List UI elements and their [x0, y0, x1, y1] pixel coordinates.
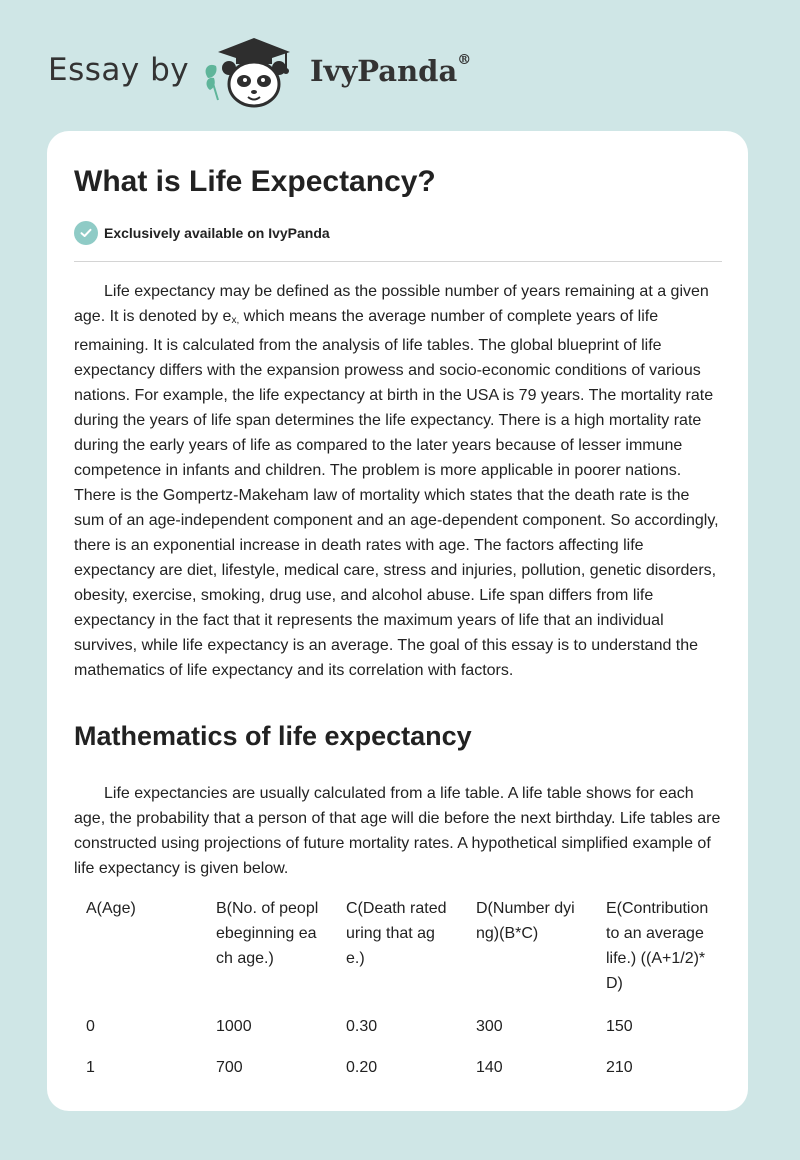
- badge-label: Exclusively available on IvyPanda: [104, 225, 330, 241]
- intro-text-rest: which means the average number of complete years of life remaining. It is calculated from the analysis of life tables. The global blueprint of life expectancy differs with the expansion prowess and socio-economic conditions of various nations. For example, the life expectancy at birth in the USA is 79 years. The mortality rate during the years of life span determines the life expectancy. There is a high mortality rate during the early years of life as compared to the later years because of lesser immune competence in infants and children. The problem is more applicable in poorer nations. There is the Gompertz-Makeham law of mortality which states that the death rate is the sum of an age-independent component and an age-dependent component. So accordingly, there is an exponential increase in death rates with age. The factors affecting life expectancy are diet, lifestyle, medical care, stress and injuries, pollution, genetic disorders, obesity, exercise, smoking, drug use, and alcohol abuse. Life span differs from life expectancy in the fact that it represents the maximum years of life that an individual survives, while life expectancy is an average. The goal of this essay is to understand the mathematics of life expectancy and its correlation with factors.: [74, 308, 719, 679]
- table-cell: 0.20: [346, 1059, 378, 1076]
- ivypanda-brand[interactable]: [310, 54, 471, 88]
- header-number-dying: D(Number dying)(B*C): [476, 900, 575, 942]
- table-header-row: [74, 888, 722, 1006]
- check-icon: [74, 221, 98, 245]
- page-title: What is Life Expectancy?: [74, 165, 436, 198]
- panda-logo-icon[interactable]: [198, 30, 298, 110]
- essay-by-label: Essay by: [48, 52, 190, 88]
- header-people: B(No. of peoplebeginning each age.): [216, 900, 319, 967]
- site-header: [48, 30, 748, 110]
- title-divider: [74, 261, 722, 262]
- table-row: [74, 1047, 722, 1088]
- table-cell: 300: [476, 1018, 503, 1035]
- table-cell: 140: [476, 1059, 503, 1076]
- header-contribution: E(Contribution to an average life.) ((A+1/2)*D): [606, 900, 709, 992]
- registered-mark: ®: [457, 52, 472, 68]
- table-cell: 1000: [216, 1018, 252, 1035]
- brand-text: IvyPanda: [310, 54, 458, 88]
- table-cell: 1: [86, 1059, 95, 1076]
- section-heading: Mathematics of life expectancy: [74, 721, 472, 751]
- table-cell: 0.30: [346, 1018, 378, 1035]
- section-paragraph: Life expectancies are usually calculated from a life table. A life table shows for each age, the probability that a person of that age will die before the next birthday. Life tables are constructed using projections of future mortality rates. A hypothetical simplified example of life expectancy is given below.: [74, 785, 721, 877]
- intro-text-start: Life expectancy may be defined as the possible number of years remaining at a given age. It is denoted by e: [74, 283, 709, 325]
- header-age: A(Age): [86, 900, 136, 917]
- table-cell: 0: [86, 1018, 95, 1035]
- exclusive-badge: [74, 221, 330, 245]
- table-cell: 700: [216, 1059, 243, 1076]
- table-row: [74, 1006, 722, 1047]
- essay-card: [47, 131, 748, 1111]
- life-table: [74, 888, 722, 1088]
- subscript-x: x,: [231, 315, 240, 326]
- table-cell: 210: [606, 1059, 633, 1076]
- intro-paragraph: [74, 279, 722, 683]
- table-cell: 150: [606, 1018, 633, 1035]
- header-death-rate: C(Death rateduring that age.): [346, 900, 447, 967]
